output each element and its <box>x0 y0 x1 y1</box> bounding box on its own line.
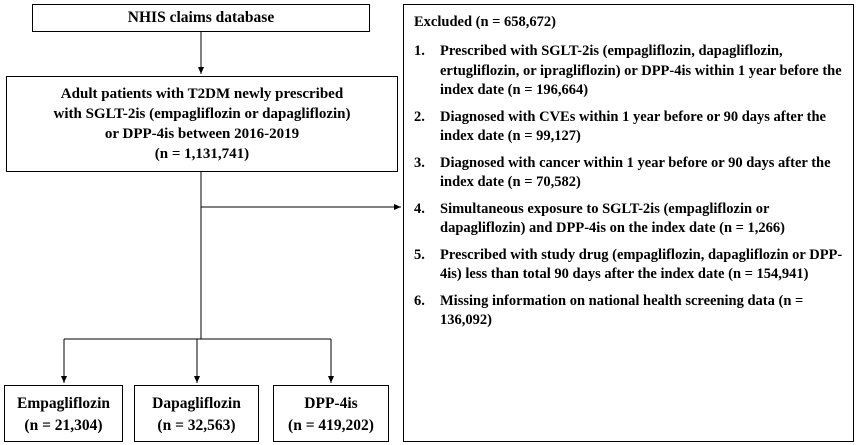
arm-count: (n = 21,304) <box>24 417 103 434</box>
exclusion-item-number: 3. <box>414 154 425 171</box>
exclusion-item <box>414 42 853 101</box>
exclusion-item-number: 1. <box>414 43 425 59</box>
source-label: NHIS claims database <box>127 9 275 26</box>
exclusion-item <box>414 154 853 193</box>
exclusion-item-text: Diagnosed with CVEs within 1 year before or 90 days after the index date (n = 99,127) <box>440 108 826 144</box>
source-box <box>32 4 370 32</box>
arm-name: DPP-4is <box>304 395 358 412</box>
cohort-count: (n = 1,131,741) <box>154 146 250 162</box>
exclusion-item-text: Diagnosed with cancer within 1 year before or 90 days after the index date (n = 70,582) <box>440 154 831 190</box>
arm-dapagliflozin-box <box>134 385 259 442</box>
arm-count: (n = 32,563) <box>157 417 236 434</box>
cohort-line: or DPP-4is between 2016-2019 <box>104 126 300 142</box>
cohort-line: Adult patients with T2DM newly prescribed <box>60 86 344 102</box>
exclusion-item-text: Prescribed with SGLT-2is (empagliflozin, dapagliflozin, ertugliflozin, or ipragliflozin) or DPP-4is within 1 year before the index date (n = 196,664) <box>440 43 842 98</box>
exclusion-item-number: 4. <box>414 200 425 217</box>
exclusion-item-text: Simultaneous exposure to SGLT-2is (empagliflozin or dapagliflozin) and DPP-4is on the index date (n = 1,266) <box>440 200 786 236</box>
exclusion-item <box>414 246 853 285</box>
exclusion-header: Excluded (n = 658,672) <box>414 14 556 30</box>
exclusion-box <box>403 4 854 442</box>
arm-count: (n = 419,202) <box>288 417 374 434</box>
exclusion-item-number: 5. <box>414 246 425 263</box>
arm-empagliflozin-box <box>4 385 123 442</box>
exclusion-item-text: Missing information on national health screening data (n = 136,092) <box>440 292 804 328</box>
exclusion-item-number: 2. <box>414 108 425 125</box>
cohort-box <box>6 76 398 172</box>
arm-name: Empagliflozin <box>16 395 110 412</box>
exclusion-item <box>414 108 853 147</box>
arm-name: Dapagliflozin <box>152 395 241 412</box>
cohort-line: with SGLT-2is (empagliflozin or dapagliflozin) <box>53 106 351 122</box>
exclusion-item <box>414 200 853 239</box>
exclusion-item-number: 6. <box>414 292 425 309</box>
exclusion-item <box>414 292 853 331</box>
exclusion-item-text: Prescribed with study drug (empagliflozin, dapagliflozin or DPP-4is) less than total 90 days after the index date (n = 154,941) <box>440 246 843 282</box>
arm-dpp4is-box <box>273 385 389 442</box>
